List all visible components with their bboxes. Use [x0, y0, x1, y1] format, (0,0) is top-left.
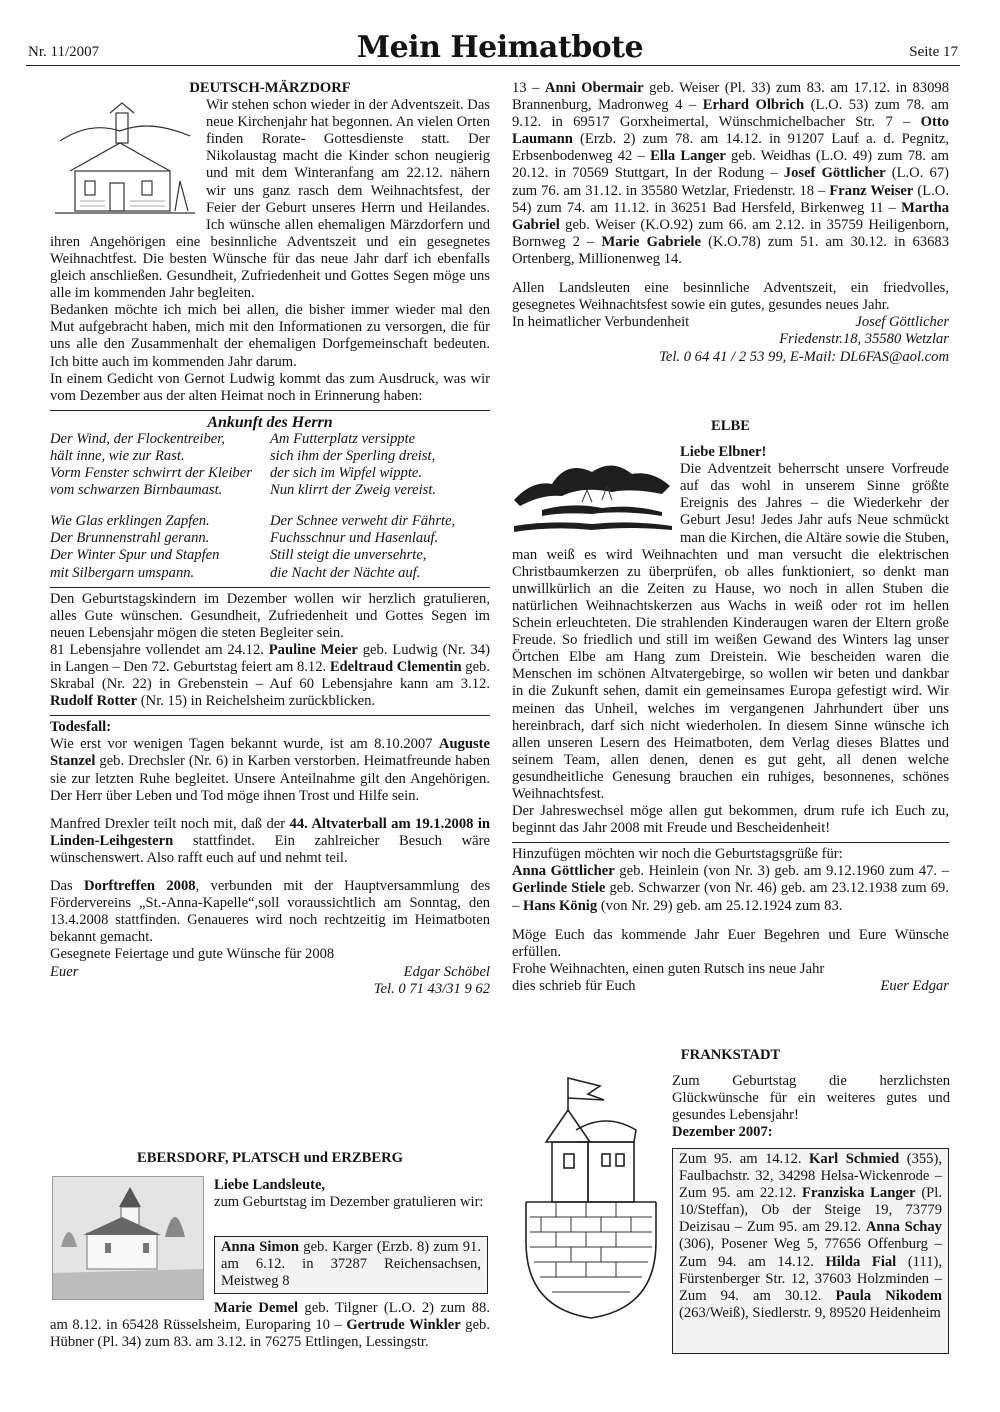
additional-birthdays: Anna Göttlicher geb. Heinlein (von Nr. 3) geb. am 9.12.1960 zum 47. – Gerlinde Stiele geb. Schwarzer (von Nr. 46) geb. am 23.12.1938 zum 69. – Hans König (von Nr. 29) geb. am 25.12.1924 zum 83. [512, 863, 950, 914]
signature-contact: Tel. 0 64 41 / 2 53 99, E-Mail: DL6FAS@aol.com [659, 348, 949, 365]
thanks-paragraph: Bedanken möchte ich mich bei allen, die bisher immer wieder mal den Mut aufgebracht haben, mich mit den Informationen zu versorgen, die für uns alle den Zusammenhalt der ehemaligen Dorfgemeinschaft bedeuten. Ich bitte auch im kommenden Jahr darum. [50, 302, 490, 370]
wish: Möge Euch das kommende Jahr Euer Begehren und Eure Wünsche erfüllen. [512, 926, 949, 960]
verbundenheit: In heimatlicher Verbundenheit [512, 314, 690, 331]
poem-intro: In einem Gedicht von Gernot Ludwig kommt das zum Ausdruck, was wir vom Dezember aus der alten Heimat noch in Erinnerung haben: [50, 370, 490, 404]
signature-tel: Tel. 0 71 43/31 9 62 [373, 980, 490, 997]
additional-intro: Hinzufügen möchten wir noch die Geburtstagsgrüße für: [512, 846, 843, 863]
section-title: DEUTSCH-MÄRZDORF [189, 80, 351, 96]
dorftreffen-notice: Das Dorftreffen 2008, verbunden mit der Hauptversammlung des Fördervereins „St.-Anna-Kapelle“,soll voraussichtlich am Sonntag, den 13.4.2008 stattfinden. Genaueres wird noch rechtzeitig im Heimatboten bekannt gemacht. [50, 878, 491, 946]
advent-wish: Allen Landsleuten eine besinnliche Adventszeit, ein friedvolles, gesegnetes Weihnachtsfest sowie ein gutes, gesundes neues Jahr. [512, 280, 949, 314]
deutsch-maerzdorf-section [50, 80, 490, 998]
elbe-text: Die Adventzeit beherrscht unsere Vorfreude auf das wohl in unserem Sinne größte Ereignis des Jahres – die Wiederkehr der Geburt Jesu! Jedes Jahr aufs Neue schmückt man die Kirchen, die Altäre sowie die Stuben, man weiß es wird Weihnachten und man versucht die elektrischen Christbaumkerzen zu überprüfen, ob alles funktioniert, so denkt man unwillkürlich an die Zeiten zu Hause, wo noch in allen Stuben die natürlichen Weihnachtskerzen aus Wachs in weiß oder rot im hellen Schein erleuchteten. Die strahlenden Kinderaugen waren der Eltern große Freude. So friedlich und still im weißen Gewand des Winters lag unser Örtchen Elbe am Hang zum Dreistein. Wie bescheiden waren die Menschen im schönen Altvatergebirge, so wollen wir beten und dankbar in die Zukunft sehen, damit ein gemeinsames Europa gefestigt wird. Wir meinen das Unheil, welches im vergangenen Jahrhundert über uns hereinbrach, darf sich nicht wiederholen. In diesem Sinne wünsche ich allen unseren Lesern des Heimatboten, dem Verlag dieses Blattes und seinem Team, allen denen, denen es gut geht, all denen welche gesundheitliche Genesung brauchen ein ruhiges, besonnenes, schönes Weihnachtsfest. [512, 461, 949, 802]
page-number: Seite 17 [909, 44, 958, 60]
new-year: Der Jahreswechsel möge allen gut bekommen, drum rufe ich Euch zu, beginnt das Jahr 2008 mit Freude und Bescheidenheit! [512, 803, 949, 837]
frohe: Frohe Weihnachten, einen guten Rutsch ins neue Jahr [512, 960, 825, 977]
church-photo [52, 1176, 204, 1300]
death-notice: Wie erst vor wenigen Tagen bekannt wurde, ist am 8.10.2007 Auguste Stanzel geb. Drechsler (Nr. 6) in Karben verstorben. Heimatfreunde haben sie zur letzten Ruhe begleitet. Unsere Anteilnahme gilt den Angehörigen. Der Herr über Leben und Tod möge ihnen Trost und Hilfe sein. [50, 736, 490, 804]
birthday-intro: Den Geburtstagskindern im Dezember wollen wir herzlich gratulieren, alles Gute wünschen. Gesundheit, Zufriedenheit und Gottes Segen im neuen Lebensjahr mögen die steten Begleiter sein. [50, 590, 490, 641]
divider [50, 410, 490, 411]
signature-line: Euer Edgar Schöbel [50, 963, 490, 980]
anna-simon-box: Anna Simon geb. Karger (Erzb. 8) zum 91. am 6.12. in 37287 Reichensachsen, Meistweg 8 [214, 1236, 488, 1294]
ebersdorf-intro [214, 1177, 484, 1211]
month: Dezember 2007: [672, 1124, 773, 1141]
poem-stanza-2 [50, 513, 490, 581]
section-title: ELBE [711, 418, 750, 434]
signature-name: Josef Göttlicher [855, 314, 949, 331]
birthday-list: 81 Lebensjahre vollendet am 24.12. Pauline Meier geb. Ludwig (Nr. 34) in Langen – Den 72. Geburtstag feiert am 8.12. Edeltraud Clementin geb. Skrabal (Nr. 22) in Grebenstein – Auf 60 Lebensjahre kann am 3.12. Rudolf Rotter (Nr. 15) in Reichelsheim zurückblicken. [50, 641, 490, 710]
church-illustration [50, 101, 200, 219]
greeting: Liebe Elbner! [680, 444, 767, 461]
ball-notice: Manfred Drexler teilt noch mit, daß der 44. Altvaterball am 19.1.2008 in Linden-Leihgestern stattfindet. Ein zahlreicher Besuch wäre wünschenswert. Also rafft euch auf und nehmt teil. [50, 815, 490, 866]
intro: zum Geburtstag im Dezember gratulieren wir: [214, 1194, 484, 1211]
greeting-line: Gesegnete Feiertage und gute Wünsche für 2008 [50, 946, 335, 963]
intro: Zum Geburtstag die herzlichsten Glückwünsche für ein weiteres gutes und gesundes Lebensjahr! [672, 1073, 950, 1124]
divider [50, 715, 490, 716]
intro-paragraph: Wir stehen schon wieder in der Adventszeit. Das neue Kirchenjahr hat begonnen. An vielen Orten finden Rorate- Gottesdienste statt. Der Nikolaustag macht die Kinder schon neugierig und mit dem Winteranfang am 22.12. nähern wir uns ganz rasch dem Weihnachtsfest, der Feier der Geburt unseres Herrn und Heilandes. Ich wünsche allen ehemaligen Märzdorfern und ihren Angehörigen eine besinnliche Adventszeit und ein gesegnetes Weihnachtfest. Die besten Wünsche für das neue Jahr darf ich ebenfalls gleich anschließen. Gesundheit, Zufriedenheit und Gottes Segen möge uns alle im kommenden Jahr begleiten. [50, 97, 490, 302]
divider [50, 587, 490, 588]
divider [512, 842, 949, 843]
poem-left-1: Der Wind, der Flockentreiber, hält inne, wie zur Rast. Vorm Fenster schwirrt der Kleiber vom schwarzen Birnbaumast. [50, 430, 252, 499]
poem-title: Ankunft des Herrn [207, 413, 333, 431]
greeting: Liebe Landsleute, [214, 1177, 326, 1193]
header-rule [26, 65, 960, 66]
frankstadt-birthdays: Zum 95. am 14.12. Karl Schmied (355), Faulbachstr. 32, 34298 Helsa-Wickenrode – Zum 95. am 22.12. Franziska Langer (Pl. 10/Steffan), Ob der Steige 19, 73779 Deizisau – Zum 95. am 29.12. Anna Schay (306), Posener Weg 5, 77656 Offenburg – Zum 94. am 14.12. Hilda Fial (111), Fürstenberger Str. 12, 37603 Holzminden – Zum 94. am 30.12. Paula Nikodem (263/Weiß), Siedlerstr. 9, 89520 Heidenheim [672, 1148, 949, 1354]
landscape-illustration [512, 450, 674, 534]
frankstadt-intro [672, 1073, 950, 1141]
poem-right-1: Am Futterplatz versippte sich ihm der Sperling dreist, der sich im Wipfel wippte. Nun klirrt der Zweig vereist. [270, 430, 437, 499]
signature-address: Friedenstr.18, 35580 Wetzlar [779, 331, 949, 348]
death-title: Todesfall: [50, 719, 112, 736]
issue-number: Nr. 11/2007 [28, 44, 100, 60]
castle-illustration [516, 1072, 666, 1320]
birthday-list-continued: 13 – Anni Obermair geb. Weiser (Pl. 33) zum 83. am 17.12. in 83098 Brannenburg, Madronweg 4 – Erhard Olbrich (L.O. 53) zum 78. am 9.12. in 69517 Gorxheimertal, Wünschmichelbacher Str. 7 – Otto Laumann (Erzb. 2) zum 78. am 14.12. in 91207 Lauf a. d. Pegnitz, Erbsenbodenweg 42 – Ella Langer geb. Weidhas (L.O. 49) zum 78. am 20.12. in 70569 Stuttgart, In der Rodung – Josef Göttlicher (L.O. 67) zum 76. am 31.12. in 35580 Wetzlar, Friedenstr. 18 – Franz Weiser (L.O. 54) zum 74. am 11.12. in 36251 Bad Hersfeld, Birkenweg 11 – Martha Gabriel geb. Weiser (K.O.92) zum 66. am 2.12. in 35759 Heiligenborn, Bornweg 2 – Marie Gabriele (K.O.78) zum 51. am 30.12. in 63683 Ortenberg, Millionenweg 14. [512, 80, 950, 267]
masthead-title: Mein Heimatbote [356, 30, 644, 65]
signature-line: dies schrieb für Euch Euer Edgar [512, 977, 949, 994]
frankstadt-section [512, 1047, 949, 1064]
elbe-section [512, 418, 949, 995]
ebersdorf-list: Marie Demel geb. Tilgner (L.O. 2) zum 88. am 8.12. in 65428 Rüsselsheim, Europaring 10 – Gertrude Winkler geb. Hübner (Pl. 34) zum 83. am 3.12. in 76275 Ettlingen, Lessingstr. [50, 1300, 490, 1351]
ebersdorf-section [50, 1150, 490, 1167]
poem-stanza-1 [50, 431, 490, 499]
right-top-section [512, 80, 949, 366]
section-title: FRANKSTADT [680, 1047, 781, 1063]
poem-left-2: Wie Glas erklingen Zapfen. Der Brunnenstrahl gerann. Der Winter Spur und Stapfen mit Silbergarn umspann. [50, 513, 220, 581]
section-title: EBERSDORF, PLATSCH und ERZBERG [136, 1150, 403, 1166]
poem-right-2: Der Schnee verweht dir Fährte, Fuchsschnur und Hasenlauf. Still steigt die unversehrte, die Nacht der Nächte auf. [270, 513, 456, 581]
